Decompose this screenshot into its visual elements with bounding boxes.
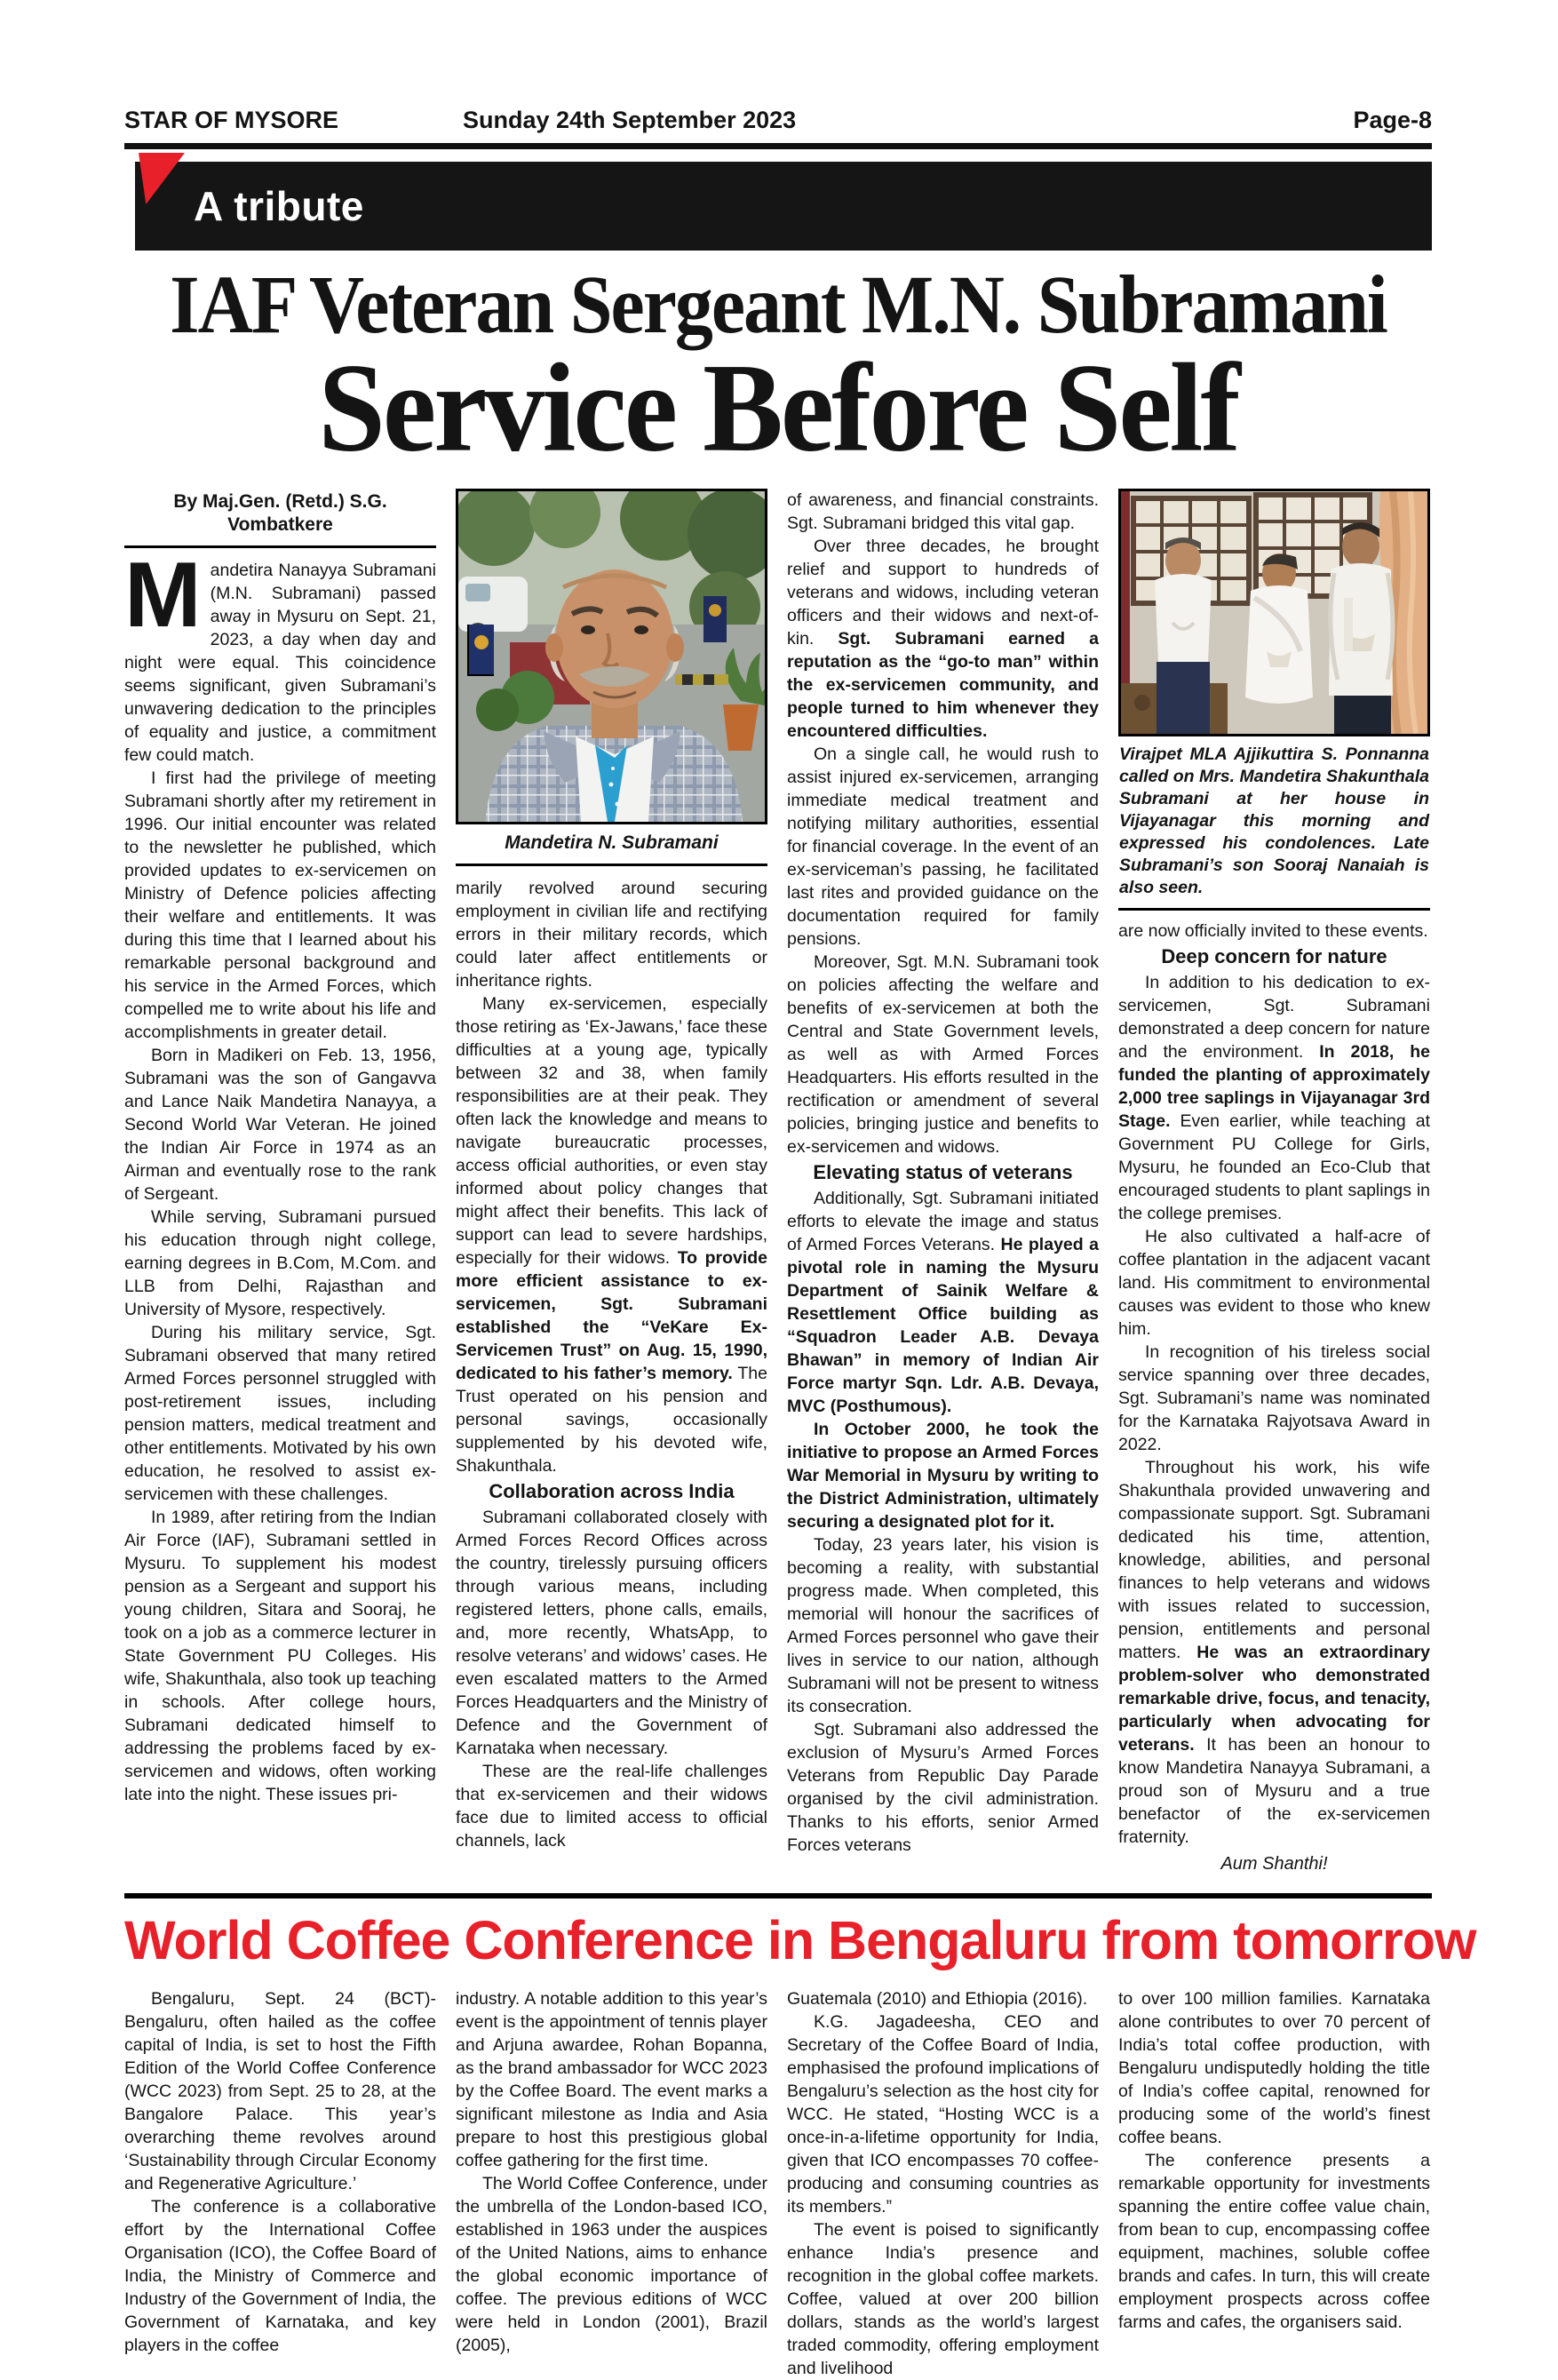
tribute-article-columns: [124, 489, 1432, 1875]
portrait-photo-caption: Mandetira N. Subramani: [456, 824, 767, 866]
coffee-column-2: [456, 1987, 767, 2380]
body-paragraph: are now officially invited to these events.: [1118, 921, 1428, 941]
body-paragraph: Throughout his work, his wife Shakunthala provided unwavering and compassionate support. Sgt. Subramani dedicated his time, attention, knowledge, abilities, and personal finances to help veterans and widows with issues related to succession, pension, entitlements and personal matters. He was an extraordinary problem-solver who demonstrated remarkable drive, focus, and tenacity, particularly when advocating for veterans. It has been an honour to know Mandetira Nanayya Subramani, a proud son of Mysuru and a true benefactor of the ex-servicemen fraternity.: [1118, 1458, 1430, 1847]
section-subhead: Deep concern for nature: [1161, 945, 1387, 967]
body-paragraph: marily revolved around securing employment in civilian life and rectifying errors in their military records, which could later affect entitlements or inheritance rights.: [456, 879, 767, 991]
condolence-call-photo: [1118, 489, 1430, 736]
body-paragraph: Moreover, Sgt. M.N. Subramani took on policies affecting the welfare and benefits of ex-servicemen at both the Central and State Government levels, as well as with Armed Forces Headquarters. His efforts resulted in the rectification or amendment of several policies, bringing justice and benefits to ex-servicemen and widows.: [787, 952, 1099, 1157]
tribute-column-3: [787, 489, 1099, 1875]
body-paragraph: Mandetira Nanayya Subramani (M.N. Subramani) passed away in Mysuru on Sept. 21, 2023, a day when day and night were equal. This coincidence seems significant, given Subramani’s unwavering dedication to the principles of equality and justice, a commitment few could match.: [124, 544, 436, 765]
body-paragraph: He also cultivated a half-acre of coffee plantation in the adjacent vacant land. His commitment to environmental causes was evident to those who knew him.: [1118, 1227, 1430, 1339]
body-paragraph: Many ex-servicemen, especially those retiring as ‘Ex-Jawans,’ face these difficulties at a young age, typically between 32 and 38, when family responsibilities are at their peak. They often lack the knowledge and means to navigate bureaucratic processes, access official authorities, or even stay informed about policy changes that might affect their benefits. This lack of support can lead to severe hardships, especially for their widows. To provide more efficient assistance to ex-servicemen, Sgt. Subramani established the “VeKare Ex-Servicemen Trust” on Aug. 15, 1990, dedicated to his father’s memory. The Trust operated on his pension and personal savings, occasionally supplemented by his devoted wife, Shakunthala.: [456, 994, 767, 1476]
body-paragraph: In 1989, after retiring from the Indian Air Force (IAF), Subramani settled in Mysuru. To supplement his modest pension as a Sergeant and support his young children, Sitara and Sooraj, he took on a job as a commerce lecturer in State Government PU Colleges. His wife, Shakunthala, also took up teaching in schools. After college hours, Subramani dedicated himself to addressing the problems faced by ex-servicemen and widows, often working late into the night. These issues pri-: [124, 1508, 436, 1804]
body-paragraph: In October 2000, he took the initiative to propose an Armed Forces War Memorial in Mysuru by writing to the District Administration, ultimately securing a designated plot for it.: [787, 1420, 1099, 1532]
body-paragraph: Born in Madikeri on Feb. 13, 1956, Subramani was the son of Gangavva and Lance Naik Mandetira Nanayya, a Second World War Veteran. He joined the Indian Air Force in 1974 as an Airman and eventually rose to the rank of Sergeant.: [124, 1046, 436, 1204]
section-subhead: Elevating status of veterans: [813, 1161, 1073, 1183]
body-paragraph: K.G. Jagadeesha, CEO and Secretary of the Coffee Board of India, emphasised the profound implications of Bengaluru’s selection as the host city for WCC. He stated, “Hosting WCC is a once-in-a-lifetime opportunity for India, given that ICO encompasses 70 coffee-producing and consuming countries as its members.”: [787, 2012, 1099, 2217]
body-paragraph: Additionally, Sgt. Subramani initiated efforts to elevate the image and status of Armed Forces Veterans. He played a pivotal role in naming the Mysuru Department of Sainik Welfare & Resettlement Office building as “Squadron Leader A.B. Devaya Bhawan” in memory of Indian Air Force martyr Sqn. Ldr. A.B. Devaya, MVC (Posthumous).: [787, 1189, 1099, 1416]
body-paragraph: I first had the privilege of meeting Subramani shortly after my retirement in 1996. Our initial encounter was related to the newsletter he published, which provided updates to ex-servicemen on Ministry of Defence policies affecting their welfare and entitlements. It was during this time that I learned about his remarkable personal background and his service in the Armed Forces, which compelled me to write about his life and accomplishments in greater detail.: [124, 768, 436, 1042]
body-paragraph: These are the real-life challenges that ex-servicemen and their widows face due to limited access to official channels, lack: [456, 1762, 767, 1851]
section-banner-label: A tribute: [194, 183, 364, 229]
tribute-column-1-text: [124, 544, 436, 1806]
header-rule: [124, 143, 1432, 149]
body-paragraph: The conference presents a remarkable opportunity for investments spanning the entire coffee value chain, from bean to cup, encompassing coffee equipment, machines, soluble coffee brands and cafes. In turn, this will create employment prospects across coffee farms and cafes, the organisers said.: [1118, 2151, 1430, 2332]
page-number: Page-8: [1353, 107, 1432, 133]
body-paragraph: The conference is a collaborative effort by the International Coffee Organisation (ICO), the Coffee Board of India, the Ministry of Commerce and Industry of the Government of India, the Government of Karnataka, and key players in the coffee: [124, 2197, 436, 2355]
byline: By Maj.Gen. (Retd.) S.G. Vombatkere: [124, 489, 436, 548]
body-paragraph: Subramani collaborated closely with Armed Forces Record Offices across the country, tirelessly pursuing officers through various means, including registered letters, phone calls, emails, and, more recently, WhatsApp, to resolve veterans’ and widows’ cases. He even escalated matters to the Armed Forces Headquarters and the Ministry of Defence and the Government of Karnataka when necessary.: [456, 1508, 767, 1758]
article-main-headline: Service Before Self: [318, 338, 1238, 479]
tribute-column-4-text: [1118, 919, 1430, 1875]
body-paragraph: Bengaluru, Sept. 24 (BCT)- Bengaluru, often hailed as the coffee capital of India, is set to host the Fifth Edition of the World Coffee Conference (WCC 2023) from Sept. 25 to 28, at the Bangalore Palace. This year’s overarching theme revolves around ‘Sustainability through Circular Economy and Regenerative Agriculture.’: [124, 1989, 436, 2193]
body-paragraph: industry. A notable addition to this year’s event is the appointment of tennis player and Arjuna awardee, Rohan Bopanna, as the brand ambassador for WCC 2023 by the Coffee Board. The event marks a significant milestone as India and Asia prepare to host this prestigious global coffee gathering for the first time.: [456, 1989, 767, 2170]
tribute-column-1: [124, 489, 436, 1875]
coffee-column-4: [1118, 1987, 1430, 2380]
body-paragraph: Over three decades, he brought relief and support to hundreds of veterans and widows, including veteran officers and their widows and next-of-kin. Sgt. Subramani earned a reputation as the “go-to man” within the ex-servicemen community, and people turned to him whenever they encountered difficulties.: [787, 537, 1100, 741]
body-paragraph: Sgt. Subramani also addressed the exclusion of Mysuru’s Armed Forces Veterans from Republic Day Parade organised by the civil administration. Thanks to his efforts, senior Armed Forces veterans: [787, 1720, 1099, 1855]
body-paragraph: Guatemala (2010) and Ethiopia (2016).: [787, 1989, 1088, 2009]
portrait-photo: [456, 489, 767, 824]
body-paragraph: On a single call, he would rush to assist injured ex-servicemen, arranging immediate medical treatment and notifying military authorities, essential for financial coverage. In the event of an ex-serviceman’s passing, he facilitated last rites and provided guidance on the documentation required for family pensions.: [787, 744, 1099, 949]
tribute-column-4: [1118, 489, 1430, 1875]
issue-date: Sunday 24th September 2023: [463, 107, 797, 133]
coffee-article-headline: World Coffee Conference in Bengaluru from tomorrow: [124, 1910, 1476, 1970]
article-divider-rule: [124, 1893, 1432, 1898]
tribute-column-3-text: [787, 489, 1099, 1857]
body-paragraph: The World Coffee Conference, under the umbrella of the London-based ICO, established in 1963 under the auspices of the United Nations, aims to enhance the global economic importance of coffee. The previous editions of WCC were held in London (2001), Brazil (2005),: [456, 2174, 767, 2355]
body-paragraph: Today, 23 years later, his vision is becoming a reality, with substantial progress made. When completed, this memorial will honour the sacrifices of Armed Forces personnel who gave their lives in service to our nation, although Subramani will not be present to witness its consecration.: [787, 1535, 1099, 1716]
body-paragraph: of awareness, and financial constraints. Sgt. Subramani bridged this vital gap.: [787, 490, 1099, 533]
body-paragraph: In addition to his dedication to ex-servicemen, Sgt. Subramani demonstrated a deep concern for nature and the environment. In 2018, he funded the planting of approximately 2,000 tree saplings in Vijayanagar 3rd Stage. Even earlier, while teaching at Government PU College for Girls, Mysuru, he founded an Eco-Club that encouraged students to plant saplings in the college premises.: [1118, 973, 1430, 1223]
page-header: [124, 107, 1432, 134]
body-paragraph: During his military service, Sgt. Subramani observed that many retired Armed Forces personnel struggled with post-retirement issues, including pension matters, medical treatment and other entitlements. Motivated by his own education, he resolved to assist ex-servicemen with these challenges.: [124, 1323, 436, 1504]
masthead: STAR OF MYSORE: [124, 107, 339, 133]
tribute-column-2-text: [456, 877, 767, 1852]
tribute-column-2: [456, 489, 767, 1875]
condolence-photo-caption: Virajpet MLA Ajjikuttira S. Ponnanna called on Mrs. Mandetira Shakunthala Subramani at her house in Vijayanagar this morning and expressed his condolences. Late Subramani’s son Sooraj Nanaiah is also seen.: [1118, 736, 1430, 911]
coffee-column-1: [124, 1987, 436, 2380]
body-paragraph: The event is poised to significantly enhance India’s presence and recognition in the global coffee markets. Coffee, valued at over 200 billion dollars, stands as the world’s largest traded commodity, offering employment and livelihood: [787, 2220, 1099, 2378]
body-paragraph: to over 100 million families. Karnataka alone contributes to over 70 percent of India’s total coffee production, with Bengaluru undisputedly holding the title of India’s coffee capital, renowned for producing some of the world’s finest coffee beans.: [1118, 1989, 1430, 2147]
coffee-column-3: [787, 1987, 1099, 2380]
newspaper-page: [124, 107, 1476, 2380]
drop-cap: M: [124, 544, 202, 647]
section-subhead: Collaboration across India: [489, 1480, 735, 1502]
body-paragraph: In recognition of his tireless social service spanning over three decades, Sgt. Subramani’s name was nominated for the Karnataka Rajyotsava Award in 2022.: [1118, 1342, 1430, 1454]
coffee-article-columns: [124, 1987, 1432, 2380]
body-paragraph: While serving, Subramani pursued his education through night college, earning degrees in B.Com, M.Com. and LLB from Delhi, Rajasthan and University of Mysore, respectively.: [124, 1207, 436, 1319]
section-banner: [135, 162, 1432, 251]
sign-off: Aum Shanthi!: [1220, 1854, 1328, 1874]
article-kicker-headline: IAF Veteran Sergeant M.N. Subramani: [170, 258, 1387, 351]
